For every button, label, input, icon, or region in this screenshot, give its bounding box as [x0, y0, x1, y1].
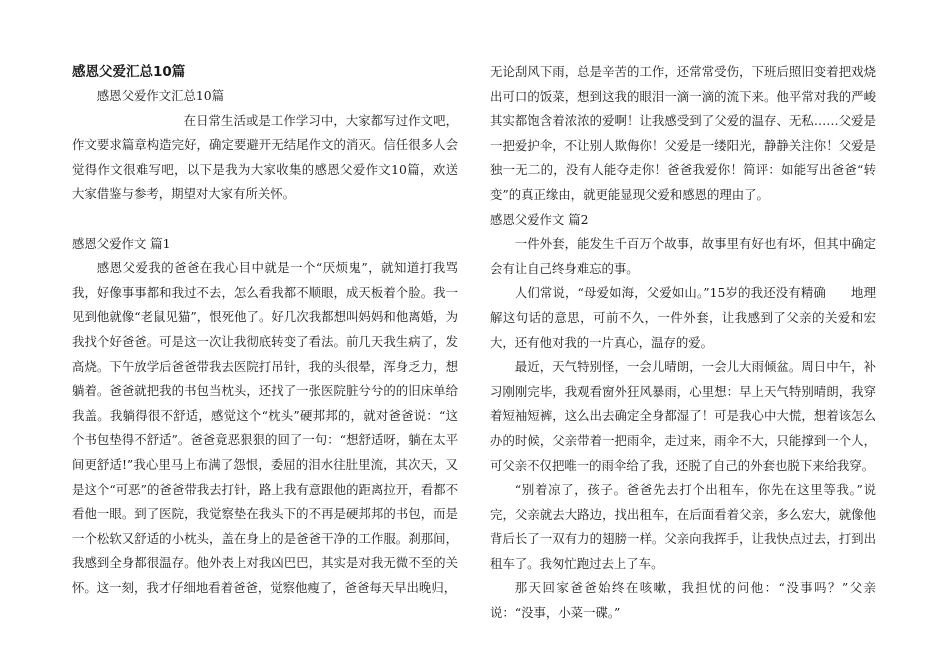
section-2-paragraph-5: 那天回家爸爸始终在咳嗽，我担忧的问他：“没事吗？”父亲说：“没事，小菜一碟。” — [490, 580, 876, 621]
left-column — [72, 60, 458, 600]
section-2-heading: 感恩父爱作文 篇2 — [490, 211, 589, 227]
section-1-paragraph: 感恩父爱我的爸爸在我心目中就是一个“厌烦鬼”，就知道打我骂我，好像事事都和我过不去，怎么看我都不顺眼，成天板着个脸。我一见到他就像“老鼠见猫”，恨死他了。好几次我都想叫妈妈和他离婚，为我找个好爸爸。可是这一次让我彻底转变了看法。前几天我生病了，发高烧。下午放学后爸爸带我去医院打吊针，我的头很晕，浑身乏力，想躺着。爸爸就把我的书包当枕头，还找了一张医院脏兮兮的的旧床单给我盖。我躺得很不舒适，感觉这个“枕头”硬邦邦的，就对爸爸说：“这个书包垫得不舒适”。爸爸竟恶狠狠的回了一句：“想舒适呀，躺在太平间更舒适!”我心里马上布满了怨恨，委屈的泪水往肚里流，其次天，又是这个“可恶”的爸爸带我去打针，路上我有意跟他的距离拉开，看都不看他一眼。到了医院，我觉察垫在我头下的不再是硬邦邦的书包，而是一个松软又舒适的小枕头，盖在身上的是爸爸干净的工作服。刹那间，我感到全身都很温存。他外表上对我凶巴巴，其实是对我无微不至的关怀。这一刻，我才仔细地看着爸爸，觉察他瘦了，爸爸每天早出晚归， — [72, 260, 458, 595]
document-title: 感恩父爱汇总10篇 — [72, 64, 186, 80]
intro-paragraph: 在日常生活或是工作学习中，大家都写过作文吧，作文要求篇章构造完好，确定要避开无结尾作文的消灭。信任很多人会觉得作文很难写吧，以下是我为大家收集的感恩父爱作文10篇，欢送大家借鉴与参考，期望对大家有所关怀。 — [72, 112, 458, 202]
paragraph-spacer — [72, 207, 458, 232]
section-2-paragraph-2: 人们常说，“母爱如海，父爱如山。”15岁的我还没有精确 地理解这句话的意思，可前不久，一件外套，让我感到了父亲的关爱和宏大，还有他对我的一片真心，温存的爱。 — [490, 285, 876, 350]
section-2-paragraph-4: “别着凉了，孩子。爸爸先去打个出租车，你先在这里等我。”说完，父亲就去大路边，找出租车，在后面看着父亲，多么宏大，就像他背后长了一双有力的翅膀一样。父亲向我挥手，让我快点过去，打到出租车了。我匆忙跑过去上了车。 — [490, 482, 876, 571]
section-1-continuation: 无论刮风下雨，总是辛苦的工作，还常常受伤，下班后照旧变着把戏烧出可口的饭菜，想到这我的眼泪一滴一滴的流下来。他平常对我的严峻其实都饱含着浓浓的爱啊！让我感受到了父爱的温存、无私……父爱是一把爱护伞，不让别人欺侮你！父爱是一缕阳光，静静关注你！父爱是独一无二的，没有人能夺走你！爸爸我爱你！简评：如能写出爸爸“转变”的真正缘由，就更能显现父爱和感恩的理由了。 — [490, 64, 876, 202]
right-column — [490, 60, 876, 626]
document-subtitle: 感恩父爱作文汇总10篇 — [96, 88, 225, 103]
section-1-heading: 感恩父爱作文 篇1 — [72, 235, 171, 251]
section-2-paragraph-3: 最近，天气特别怪，一会儿晴朗，一会儿大雨倾盆。周日中午，补习刚刚完毕，我观看窗外狂风暴雨，心里想：早上天气特别晴朗，我穿着短袖短裤，这么出去确定全身都湿了！可是我心中大慌，想着该怎么办的时候，父亲带着一把雨伞，走过来，雨伞不大，只能撑到一个人，可父亲不仅把唯一的雨伞给了我，还脱了自己的外套也脱下来给我穿。 — [490, 359, 876, 473]
section-2-paragraph-1: 一件外套，能发生千百万个故事，故事里有好也有坏，但其中确定会有让自己终身难忘的事。 — [490, 236, 876, 276]
